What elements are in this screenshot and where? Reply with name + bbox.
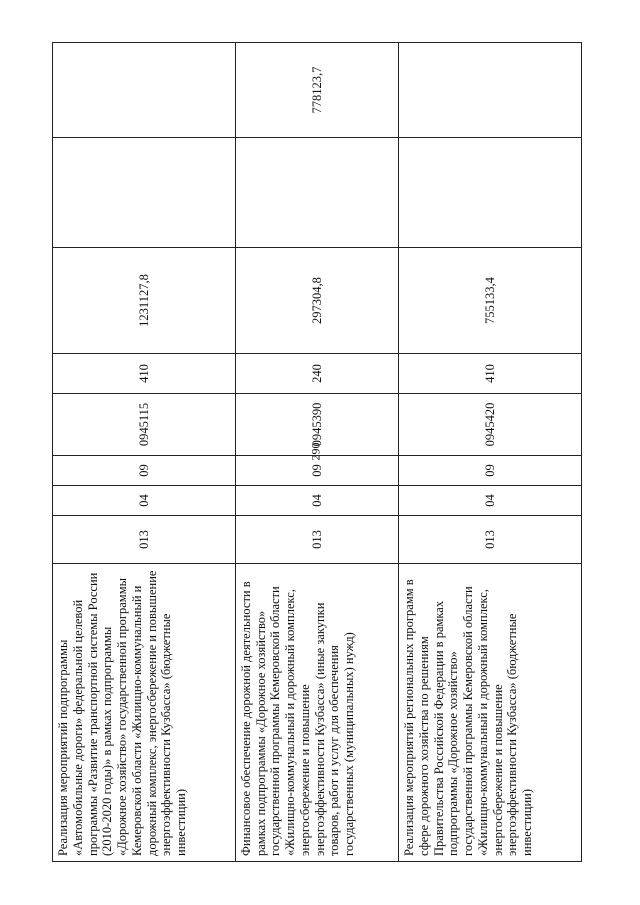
- amount-2: [235, 138, 398, 248]
- amount-3: [399, 43, 582, 138]
- subsection-code: 09: [399, 456, 582, 486]
- amount-3: [53, 43, 236, 138]
- amount-2: [399, 138, 582, 248]
- budget-table: [52, 42, 582, 862]
- ministry-code: 013: [399, 516, 582, 564]
- amount-1: 297304,8: [235, 248, 398, 354]
- table-row: [235, 43, 398, 862]
- expense-type-code: 410: [399, 354, 582, 394]
- table-row: [53, 43, 236, 862]
- row-name: Финансовое обеспечение дорожной деятельности в рамках подпрограммы «Дорожное хозяйство» государственной программы Кемеровской области «Жилищно-коммунальный и дорожный комплекс, энергосбережение и повышение энергоэффективности Кузбасса» (иные закупки товаров, работ и услуг для обеспечения государственных (муниципальных) нужд): [235, 564, 398, 862]
- amount-2: [53, 138, 236, 248]
- expense-type-code: 410: [53, 354, 236, 394]
- section-code: 04: [399, 486, 582, 516]
- target-article-code: 0945115: [53, 394, 236, 456]
- section-code: 04: [235, 486, 398, 516]
- amount-3: 778123,7: [235, 43, 398, 138]
- subsection-code: 09: [53, 456, 236, 486]
- page-number: 290: [308, 442, 323, 461]
- ministry-code: 013: [53, 516, 236, 564]
- row-name: Реализация мероприятий региональных программ в сфере дорожного хозяйства по решениям Правительства Российской Федерации в рамках подпрограммы «Дорожное хозяйство» государственной программы Кемеровской области «Жилищно-коммунальный и дорожный комплекс, энергосбережение и повышение энергоэффективности Кузбасса» (бюджетные инвестиции): [399, 564, 582, 862]
- target-article-code: 0945420: [399, 394, 582, 456]
- ministry-code: 013: [235, 516, 398, 564]
- table-row: [399, 43, 582, 862]
- subsection-code: 09: [235, 456, 398, 486]
- amount-1: 755133,4: [399, 248, 582, 354]
- budget-table-rotated: [52, 43, 582, 862]
- row-name: Реализация мероприятий подпрограммы «Автомобильные дороги» федеральной целевой программы «Развитие транспортной системы России (2010-2020 годы)» в рамках подпрограммы «Дорожное хозяйство» государственной программы Кемеровской области «Жилищно-коммунальный и дорожный комплекс, энергосбережение и повышение энергоэффективности Кузбасса» (бюджетные инвестиции): [53, 564, 236, 862]
- expense-type-code: 240: [235, 354, 398, 394]
- section-code: 04: [53, 486, 236, 516]
- table-body: [53, 43, 582, 862]
- amount-1: 1231127,8: [53, 248, 236, 354]
- target-article-code: 0945390: [235, 394, 398, 456]
